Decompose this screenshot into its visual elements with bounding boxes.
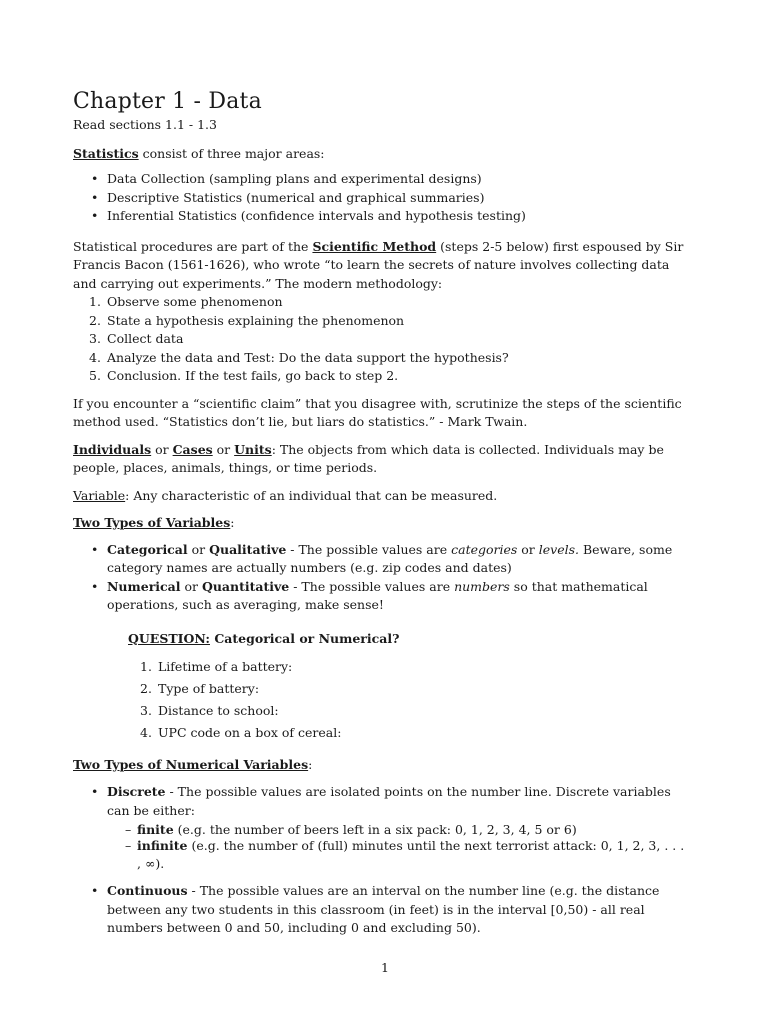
statistics-term: Statistics: [73, 145, 139, 161]
list-item: 2. Type of battery:: [140, 681, 260, 696]
categorical-item: • Categorical or Qualitative - The possible values are categories or levels. Beware, some category names are actually numbers (e.g. zip codes and dates): [73, 541, 688, 578]
variable-definition: Variable: Any characteristic of an individual that can be measured.: [73, 487, 498, 503]
reading-assignment: Read sections 1.1 - 1.3: [73, 117, 217, 132]
numerical-item: • Numerical or Quantitative - The possible values are numbers so that mathematical operations, such as averaging, make sense!: [73, 578, 688, 615]
scientific-method-steps: [73, 293, 688, 386]
list-item: • Descriptive Statistics (numerical and graphical summaries): [73, 189, 688, 208]
list-item: – infinite (e.g. the number of (full) minutes until the next terrorist attack: 0, 1, 2, 3, . . . , ∞).: [107, 837, 688, 873]
list-item: 4. Analyze the data and Test: Do the data support the hypothesis?: [89, 349, 509, 365]
list-item: • Inferential Statistics (confidence intervals and hypothesis testing): [73, 207, 688, 226]
variable-term: Variable: [73, 487, 126, 503]
scientific-method-paragraph: Statistical procedures are part of the Scientific Method (steps 2-5 below) first espoused by Sir Francis Bacon (1561-1626), who wrote “to learn the secrets of nature involves collecting data and carrying out experiments.” The modern methodology:: [73, 238, 684, 291]
statistics-areas-list: [73, 170, 688, 226]
list-item: 4. UPC code on a box of cereal:: [140, 725, 342, 740]
list-item: 2. State a hypothesis explaining the phenomenon: [89, 312, 405, 328]
document-page: [73, 89, 688, 938]
list-item: 3. Distance to school:: [140, 703, 279, 718]
question-block: [128, 630, 688, 743]
scientific-method-term: Scientific Method: [312, 238, 437, 254]
numerical-types-list: [73, 783, 688, 938]
variable-types-list: [73, 541, 688, 615]
chapter-title: Chapter 1 - Data: [73, 89, 262, 114]
discrete-item: • Discrete - The possible values are isolated points on the number line. Discrete variables can be either: – finite (e.g. the number of beers left in a six pack: 0, 1, 2, 3, 4, 5 or 6) – infinite (e.g. the number of (full) minutes until the next terrorist attack: 0, 1, 2, 3, . . . , ∞).: [73, 783, 688, 873]
numerical-types-heading: Two Types of Numerical Variables:: [73, 756, 313, 772]
page-number: 1: [381, 960, 389, 975]
list-item: 1. Observe some phenomenon: [89, 294, 283, 309]
list-item: 1. Lifetime of a battery:: [140, 659, 293, 674]
question-list: [128, 658, 688, 743]
list-item: – finite (e.g. the number of beers left in a six pack: 0, 1, 2, 3, 4, 5 or 6): [107, 822, 688, 837]
continuous-item: • Continuous - The possible values are an interval on the number line (e.g. the distance between any two students in this classroom (in feet) is in the interval [0,50) - all real numbers between 0 and 50, including 0 and excluding 50).: [73, 882, 688, 938]
list-item: 3. Collect data: [89, 331, 184, 346]
statistics-definition: Statistics consist of three major areas:: [73, 145, 325, 161]
list-item: 5. Conclusion. If the test fails, go back to step 2.: [89, 368, 399, 383]
discrete-sublist: [107, 822, 688, 873]
individuals-definition: Individuals or Cases or Units: The objects from which data is collected. Individuals may be people, places, animals, things, or time periods.: [73, 441, 664, 475]
list-item: • Data Collection (sampling plans and experimental designs): [73, 170, 688, 189]
two-types-heading: Two Types of Variables:: [73, 515, 235, 530]
question-heading: QUESTION: Categorical or Numerical?: [128, 630, 400, 646]
scientific-claim-paragraph: If you encounter a “scientific claim” that you disagree with, scrutinize the steps of the scientific method used. “Statistics don’t lie, but liars do statistics.” - Mark Twain.: [73, 395, 682, 429]
